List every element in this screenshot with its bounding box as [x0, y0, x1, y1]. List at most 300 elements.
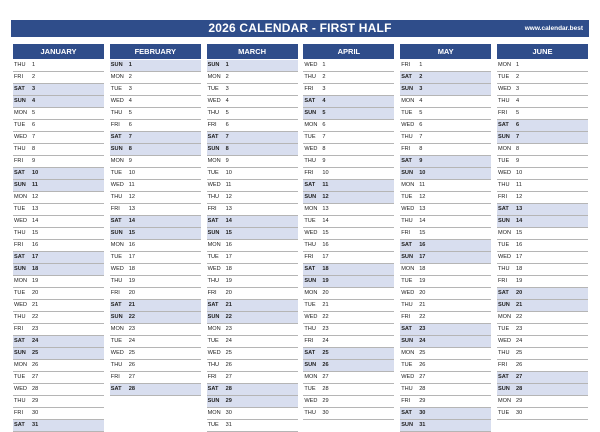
day-row[interactable]: [497, 264, 588, 276]
weekend-day-row[interactable]: [207, 396, 298, 408]
day-row[interactable]: [13, 288, 104, 300]
day-number: 9: [225, 158, 229, 164]
day-number: 23: [322, 326, 329, 332]
day-row[interactable]: [207, 72, 298, 84]
weekday-label: THU: [498, 266, 510, 272]
day-row[interactable]: [110, 324, 201, 336]
day-row[interactable]: [497, 252, 588, 264]
weekday-label: TUE: [14, 290, 26, 296]
day-row[interactable]: [207, 408, 298, 420]
day-row[interactable]: [110, 84, 201, 96]
weekday-label: WED: [498, 170, 512, 176]
day-number: 10: [322, 170, 329, 176]
weekday-label: FRI: [14, 242, 24, 248]
day-row[interactable]: [13, 132, 104, 144]
day-row[interactable]: [13, 144, 104, 156]
weekday-label: MON: [498, 314, 512, 320]
day-row[interactable]: [303, 396, 394, 408]
weekday-label: SAT: [14, 86, 25, 92]
day-row[interactable]: [303, 204, 394, 216]
day-number: 31: [225, 422, 232, 428]
weekend-day-row[interactable]: [400, 156, 491, 168]
day-row[interactable]: [497, 360, 588, 372]
weekday-label: FRI: [110, 206, 120, 212]
day-number: 25: [322, 350, 329, 356]
day-row[interactable]: [400, 60, 491, 72]
day-number: 13: [322, 206, 329, 212]
day-row[interactable]: [497, 228, 588, 240]
weekend-day-row[interactable]: [400, 168, 491, 180]
weekday-label: FRI: [304, 338, 314, 344]
day-number: 25: [516, 350, 523, 356]
day-row[interactable]: [497, 168, 588, 180]
day-row[interactable]: [497, 396, 588, 408]
day-row[interactable]: [400, 132, 491, 144]
day-row[interactable]: [497, 324, 588, 336]
weekend-day-row[interactable]: [400, 252, 491, 264]
day-row[interactable]: [207, 240, 298, 252]
weekday-label: SUN: [207, 398, 220, 404]
weekend-day-row[interactable]: [303, 360, 394, 372]
weekend-day-row[interactable]: [207, 228, 298, 240]
day-row[interactable]: [303, 384, 394, 396]
day-row[interactable]: [110, 180, 201, 192]
day-row[interactable]: [303, 288, 394, 300]
month-header: JUNE: [497, 44, 588, 59]
day-row[interactable]: [207, 204, 298, 216]
weekday-label: WED: [401, 122, 415, 128]
weekday-label: SAT: [401, 242, 412, 248]
day-row[interactable]: [400, 360, 491, 372]
weekend-day-row[interactable]: [497, 384, 588, 396]
day-row[interactable]: [207, 276, 298, 288]
day-row[interactable]: [400, 396, 491, 408]
day-number: 29: [322, 398, 329, 404]
day-row[interactable]: [13, 396, 104, 408]
day-row[interactable]: [303, 312, 394, 324]
weekday-label: TUE: [401, 110, 413, 116]
day-row[interactable]: [13, 108, 104, 120]
day-row[interactable]: [207, 156, 298, 168]
day-row[interactable]: [207, 360, 298, 372]
day-number: 15: [32, 230, 39, 236]
weekend-day-row[interactable]: [110, 312, 201, 324]
day-row[interactable]: [110, 360, 201, 372]
weekend-day-row[interactable]: [400, 324, 491, 336]
day-row[interactable]: [207, 288, 298, 300]
weekday-label: MON: [304, 206, 318, 212]
day-row[interactable]: [303, 132, 394, 144]
day-row[interactable]: [110, 348, 201, 360]
weekday-label: MON: [110, 158, 124, 164]
weekday-label: WED: [498, 86, 512, 92]
day-number: 7: [128, 134, 132, 140]
day-row[interactable]: [207, 120, 298, 132]
weekend-day-row[interactable]: [497, 372, 588, 384]
day-number: 25: [128, 350, 136, 356]
weekday-label: WED: [110, 98, 124, 104]
day-row[interactable]: [400, 276, 491, 288]
day-row[interactable]: [400, 144, 491, 156]
day-row[interactable]: [110, 96, 201, 108]
day-row[interactable]: [13, 60, 104, 72]
day-number: 19: [322, 278, 329, 284]
day-number: 24: [32, 338, 39, 344]
day-row[interactable]: [110, 276, 201, 288]
day-row[interactable]: [110, 252, 201, 264]
weekend-day-row[interactable]: [110, 144, 201, 156]
weekday-label: SAT: [304, 266, 316, 272]
day-number: 19: [32, 278, 39, 284]
day-number: 21: [32, 302, 39, 308]
weekend-day-row[interactable]: [303, 96, 394, 108]
day-number: 9: [32, 158, 36, 164]
day-row[interactable]: [497, 276, 588, 288]
weekend-day-row[interactable]: [110, 60, 201, 72]
day-row[interactable]: [303, 72, 394, 84]
day-row[interactable]: [207, 168, 298, 180]
weekend-day-row[interactable]: [13, 168, 104, 180]
day-row[interactable]: [110, 72, 201, 84]
day-row[interactable]: [400, 228, 491, 240]
day-row[interactable]: [207, 192, 298, 204]
weekday-label: TUE: [304, 386, 316, 392]
weekday-label: MON: [110, 326, 124, 332]
day-number: 4: [32, 98, 36, 104]
day-row[interactable]: [207, 324, 298, 336]
day-number: 8: [225, 146, 229, 152]
day-row[interactable]: [207, 108, 298, 120]
weekday-label: THU: [498, 182, 510, 188]
weekday-label: WED: [110, 350, 124, 356]
weekday-label: SAT: [401, 410, 412, 416]
day-row[interactable]: [303, 324, 394, 336]
weekday-label: FRI: [401, 62, 411, 68]
weekday-label: MON: [110, 242, 124, 248]
day-row[interactable]: [303, 120, 394, 132]
day-number: 7: [419, 134, 423, 140]
weekday-label: THU: [304, 326, 316, 332]
day-row[interactable]: [303, 168, 394, 180]
day-row[interactable]: [110, 156, 201, 168]
weekend-day-row[interactable]: [207, 312, 298, 324]
weekend-day-row[interactable]: [497, 288, 588, 300]
day-number: 14: [516, 218, 523, 224]
day-row[interactable]: [303, 156, 394, 168]
weekend-day-row[interactable]: [400, 72, 491, 84]
day-number: 21: [516, 302, 523, 308]
weekday-label: WED: [304, 230, 318, 236]
day-row[interactable]: [13, 192, 104, 204]
day-row[interactable]: [400, 312, 491, 324]
day-row[interactable]: [207, 348, 298, 360]
day-row[interactable]: [303, 408, 394, 420]
weekday-label: SUN: [304, 194, 317, 200]
weekend-day-row[interactable]: [207, 144, 298, 156]
day-row[interactable]: [13, 156, 104, 168]
day-number: 5: [32, 110, 36, 116]
day-row[interactable]: [303, 84, 394, 96]
weekend-day-row[interactable]: [303, 276, 394, 288]
day-row[interactable]: [207, 84, 298, 96]
day-row[interactable]: [303, 60, 394, 72]
weekday-label: FRI: [207, 122, 217, 128]
day-row[interactable]: [497, 180, 588, 192]
day-number: 3: [225, 86, 229, 92]
day-row[interactable]: [400, 108, 491, 120]
day-number: 21: [419, 302, 426, 308]
day-row[interactable]: [497, 84, 588, 96]
weekend-day-row[interactable]: [400, 84, 491, 96]
day-number: 7: [516, 134, 520, 140]
day-number: 16: [419, 242, 426, 248]
weekend-day-row[interactable]: [110, 132, 201, 144]
weekend-day-row[interactable]: [207, 216, 298, 228]
weekday-label: MON: [110, 74, 124, 80]
weekday-label: THU: [14, 146, 26, 152]
weekend-day-row[interactable]: [400, 336, 491, 348]
weekend-day-row[interactable]: [400, 408, 491, 420]
weekday-label: TUE: [498, 242, 510, 248]
weekend-day-row[interactable]: [497, 204, 588, 216]
day-row[interactable]: [497, 96, 588, 108]
weekend-day-row[interactable]: [497, 132, 588, 144]
day-row[interactable]: [207, 252, 298, 264]
day-row[interactable]: [400, 204, 491, 216]
day-number: 28: [516, 386, 523, 392]
day-number: 1: [322, 62, 326, 68]
weekend-day-row[interactable]: [400, 240, 491, 252]
day-number: 17: [419, 254, 426, 260]
day-row[interactable]: [110, 336, 201, 348]
day-number: 12: [516, 194, 523, 200]
day-number: 10: [516, 170, 523, 176]
day-row[interactable]: [13, 228, 104, 240]
day-number: 1: [32, 62, 36, 68]
day-row[interactable]: [110, 372, 201, 384]
weekday-label: SAT: [401, 326, 412, 332]
weekend-day-row[interactable]: [13, 420, 104, 432]
weekday-label: SUN: [14, 182, 26, 188]
weekday-label: SUN: [207, 314, 220, 320]
month-column-april: [303, 44, 394, 420]
day-row[interactable]: [110, 192, 201, 204]
day-row[interactable]: [110, 204, 201, 216]
day-number: 24: [419, 338, 426, 344]
weekend-day-row[interactable]: [13, 336, 104, 348]
day-number: 17: [516, 254, 523, 260]
day-number: 12: [32, 194, 39, 200]
weekend-day-row[interactable]: [303, 264, 394, 276]
day-number: 13: [225, 206, 232, 212]
month-header: FEBRUARY: [110, 44, 201, 59]
day-number: 4: [225, 98, 229, 104]
weekday-label: TUE: [401, 194, 413, 200]
day-row[interactable]: [497, 156, 588, 168]
weekend-day-row[interactable]: [400, 420, 491, 432]
day-number: 25: [225, 350, 232, 356]
day-row[interactable]: [303, 240, 394, 252]
day-row[interactable]: [497, 336, 588, 348]
day-row[interactable]: [207, 336, 298, 348]
day-row[interactable]: [497, 312, 588, 324]
day-row[interactable]: [303, 144, 394, 156]
day-row[interactable]: [497, 144, 588, 156]
weekend-day-row[interactable]: [13, 348, 104, 360]
weekday-label: SUN: [304, 278, 317, 284]
day-number: 16: [225, 242, 232, 248]
day-row[interactable]: [497, 108, 588, 120]
day-row[interactable]: [207, 96, 298, 108]
weekday-label: THU: [207, 362, 220, 368]
weekday-label: SAT: [207, 134, 219, 140]
day-row[interactable]: [13, 216, 104, 228]
weekday-label: WED: [110, 266, 124, 272]
day-list: [303, 60, 394, 420]
day-row[interactable]: [497, 408, 588, 420]
weekend-day-row[interactable]: [303, 108, 394, 120]
weekend-day-row[interactable]: [207, 132, 298, 144]
day-number: 18: [225, 266, 232, 272]
day-row[interactable]: [13, 204, 104, 216]
day-row[interactable]: [400, 264, 491, 276]
day-row[interactable]: [207, 372, 298, 384]
day-number: 9: [322, 158, 326, 164]
weekend-day-row[interactable]: [303, 180, 394, 192]
day-number: 2: [419, 74, 423, 80]
day-number: 6: [516, 122, 520, 128]
weekday-label: SUN: [14, 266, 26, 272]
weekday-label: SUN: [207, 230, 220, 236]
day-row[interactable]: [110, 168, 201, 180]
day-row[interactable]: [13, 372, 104, 384]
weekday-label: SUN: [401, 338, 413, 344]
day-row[interactable]: [13, 240, 104, 252]
weekend-day-row[interactable]: [207, 60, 298, 72]
weekday-label: SAT: [14, 254, 25, 260]
weekday-label: MON: [498, 398, 512, 404]
day-number: 30: [419, 410, 426, 416]
day-row[interactable]: [13, 312, 104, 324]
day-row[interactable]: [303, 300, 394, 312]
day-row[interactable]: [400, 96, 491, 108]
day-number: 30: [32, 410, 39, 416]
weekend-day-row[interactable]: [497, 216, 588, 228]
day-number: 24: [128, 338, 136, 344]
day-row[interactable]: [400, 384, 491, 396]
day-row[interactable]: [400, 216, 491, 228]
day-number: 13: [516, 206, 523, 212]
day-row[interactable]: [110, 120, 201, 132]
weekend-day-row[interactable]: [13, 96, 104, 108]
weekend-day-row[interactable]: [303, 348, 394, 360]
day-row[interactable]: [207, 180, 298, 192]
weekend-day-row[interactable]: [110, 300, 201, 312]
day-row[interactable]: [400, 120, 491, 132]
weekday-label: THU: [401, 134, 413, 140]
day-number: 23: [516, 326, 523, 332]
weekday-label: SAT: [14, 338, 25, 344]
weekend-day-row[interactable]: [110, 216, 201, 228]
day-row[interactable]: [497, 240, 588, 252]
day-number: 4: [419, 98, 423, 104]
weekday-label: THU: [14, 314, 26, 320]
day-row[interactable]: [13, 276, 104, 288]
day-number: 26: [225, 362, 232, 368]
day-row[interactable]: [13, 408, 104, 420]
day-row[interactable]: [400, 372, 491, 384]
day-number: 6: [32, 122, 36, 128]
weekday-label: MON: [498, 146, 512, 152]
day-row[interactable]: [303, 372, 394, 384]
weekday-label: THU: [498, 350, 510, 356]
day-number: 29: [419, 398, 426, 404]
day-number: 17: [225, 254, 232, 260]
day-row[interactable]: [110, 108, 201, 120]
day-number: 29: [225, 398, 232, 404]
day-number: 12: [419, 194, 426, 200]
day-row[interactable]: [110, 288, 201, 300]
weekend-day-row[interactable]: [497, 300, 588, 312]
weekday-label: THU: [14, 62, 26, 68]
day-number: 8: [322, 146, 326, 152]
day-row[interactable]: [110, 264, 201, 276]
day-row[interactable]: [497, 348, 588, 360]
weekend-day-row[interactable]: [110, 228, 201, 240]
day-row[interactable]: [207, 420, 298, 432]
weekend-day-row[interactable]: [13, 252, 104, 264]
weekend-day-row[interactable]: [13, 264, 104, 276]
weekend-day-row[interactable]: [13, 84, 104, 96]
day-row[interactable]: [497, 60, 588, 72]
day-row[interactable]: [303, 336, 394, 348]
day-row[interactable]: [13, 300, 104, 312]
page-title: 2026 CALENDAR - FIRST HALF: [208, 21, 392, 35]
day-row[interactable]: [13, 360, 104, 372]
day-row[interactable]: [207, 264, 298, 276]
day-row[interactable]: [400, 192, 491, 204]
day-number: 8: [128, 146, 132, 152]
day-number: 27: [225, 374, 232, 380]
weekend-day-row[interactable]: [207, 300, 298, 312]
day-row[interactable]: [13, 324, 104, 336]
day-row[interactable]: [497, 72, 588, 84]
day-row[interactable]: [303, 216, 394, 228]
day-row[interactable]: [13, 120, 104, 132]
weekend-day-row[interactable]: [110, 384, 201, 396]
day-row[interactable]: [110, 240, 201, 252]
weekday-label: FRI: [207, 290, 217, 296]
day-row[interactable]: [303, 228, 394, 240]
day-row[interactable]: [400, 288, 491, 300]
weekend-day-row[interactable]: [497, 120, 588, 132]
weekday-label: SUN: [14, 350, 26, 356]
day-row[interactable]: [303, 252, 394, 264]
day-row[interactable]: [400, 300, 491, 312]
weekend-day-row[interactable]: [207, 384, 298, 396]
weekend-day-row[interactable]: [13, 180, 104, 192]
day-row[interactable]: [400, 348, 491, 360]
day-row[interactable]: [497, 192, 588, 204]
day-row[interactable]: [13, 72, 104, 84]
weekend-day-row[interactable]: [303, 192, 394, 204]
day-row[interactable]: [13, 384, 104, 396]
weekday-label: FRI: [304, 254, 314, 260]
weekday-label: SAT: [304, 98, 316, 104]
day-row[interactable]: [400, 180, 491, 192]
day-number: 7: [32, 134, 36, 140]
weekday-label: FRI: [401, 230, 411, 236]
